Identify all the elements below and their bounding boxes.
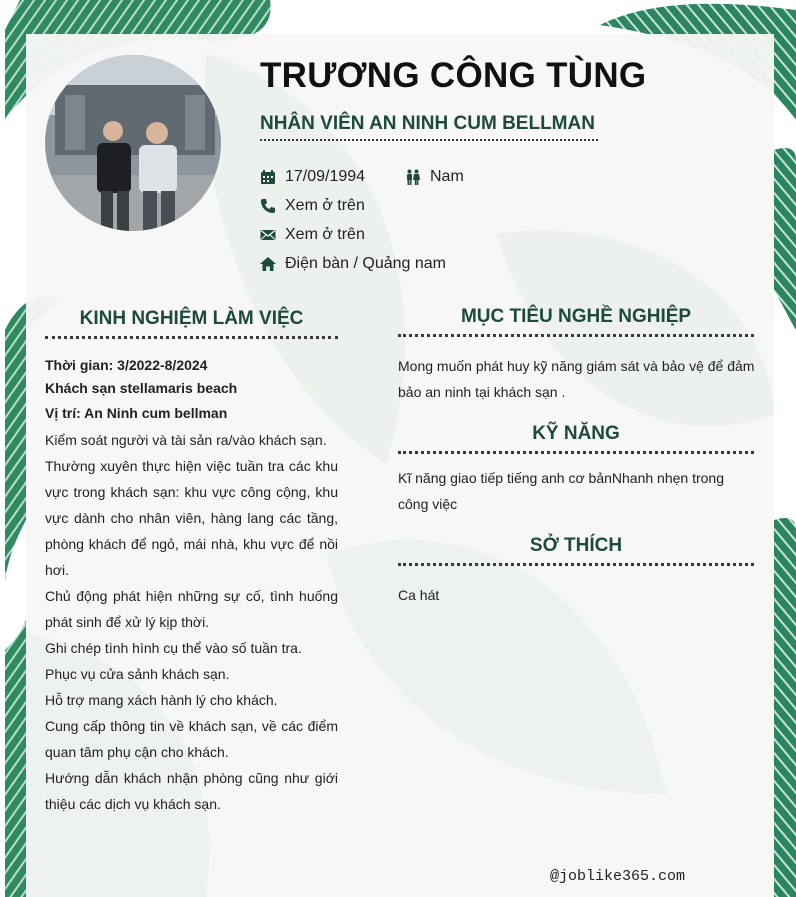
phone-row (260, 197, 365, 215)
duty-7: Cung cấp thông tin về khách sạn, về các điểm quan tâm phụ cận cho khách. (45, 718, 338, 760)
address-row (260, 255, 446, 273)
footer-site: @joblike365.com (550, 868, 686, 885)
address: Điện bàn / Quảng nam (285, 255, 446, 272)
skills-divider (398, 451, 754, 454)
gender: Nam (430, 168, 464, 185)
birthday-row (260, 168, 365, 186)
duty-4: Ghi chép tình hình cụ thể vào số tuần tra. (45, 640, 302, 656)
experience-divider (45, 336, 338, 339)
envelope-icon (260, 227, 276, 243)
hobbies-divider (398, 563, 754, 566)
objective-heading: MỤC TIÊU NGHỀ NGHIỆP (460, 306, 692, 327)
duty-1: Kiểm soát người và tài sản ra/vào khách sạn. (45, 432, 327, 448)
duty-3: Chủ động phát hiện những sự cố, tình huống phát sinh để xử lý kịp thời. (45, 588, 338, 630)
phone: Xem ở trên (285, 197, 365, 214)
experience-heading: KINH NGHIỆM LÀM VIỆC (79, 308, 304, 329)
duty-8: Hướng dẫn khách nhận phòng cũng như giới thiệu các dịch vụ khách sạn. (45, 770, 338, 812)
calendar-icon (260, 169, 276, 185)
duty-6: Hỗ trợ mang xách hành lý cho khách. (45, 692, 278, 708)
birthday: 17/09/1994 (285, 168, 366, 185)
gender-row (405, 168, 464, 186)
email: Xem ở trên (285, 226, 365, 243)
couple-icon (405, 169, 421, 185)
home-icon (260, 256, 276, 272)
objective-divider (398, 334, 754, 337)
job-title: NHÂN VIÊN AN NINH CUM BELLMAN (260, 113, 595, 134)
skills-heading: KỸ NĂNG (532, 423, 620, 444)
skills-text: Kĩ năng giao tiếp tiếng anh cơ bảnNhanh nhẹn trong công việc (398, 470, 724, 512)
experience-period: Thời gian: 3/2022-8/2024 (45, 357, 208, 373)
title-divider (260, 139, 598, 141)
experience-position: Vị trí: An Ninh cum bellman (45, 405, 228, 421)
phone-icon (260, 198, 276, 214)
avatar (45, 55, 221, 231)
hobbies-text: Ca hát (398, 587, 440, 603)
candidate-name: TRƯƠNG CÔNG TÙNG (260, 56, 647, 95)
duty-5: Phục vụ cửa sảnh khách sạn. (45, 666, 230, 682)
objective-text: Mong muốn phát huy kỹ năng giám sát và bảo vệ để đảm bảo an ninh tại khách sạn . (398, 358, 755, 400)
duty-2: Thường xuyên thực hiện việc tuần tra các khu vực trong khách sạn: khu vực công cộng, khu vực dành cho nhân viên, hàng lang các tầng, phòng khách để ngỏ, mái nhà, khu vực để nồi hơi. (45, 458, 338, 578)
experience-company: Khách sạn stellamaris beach (45, 380, 238, 396)
hobbies-heading: SỞ THÍCH (529, 535, 623, 556)
email-row (260, 226, 365, 244)
